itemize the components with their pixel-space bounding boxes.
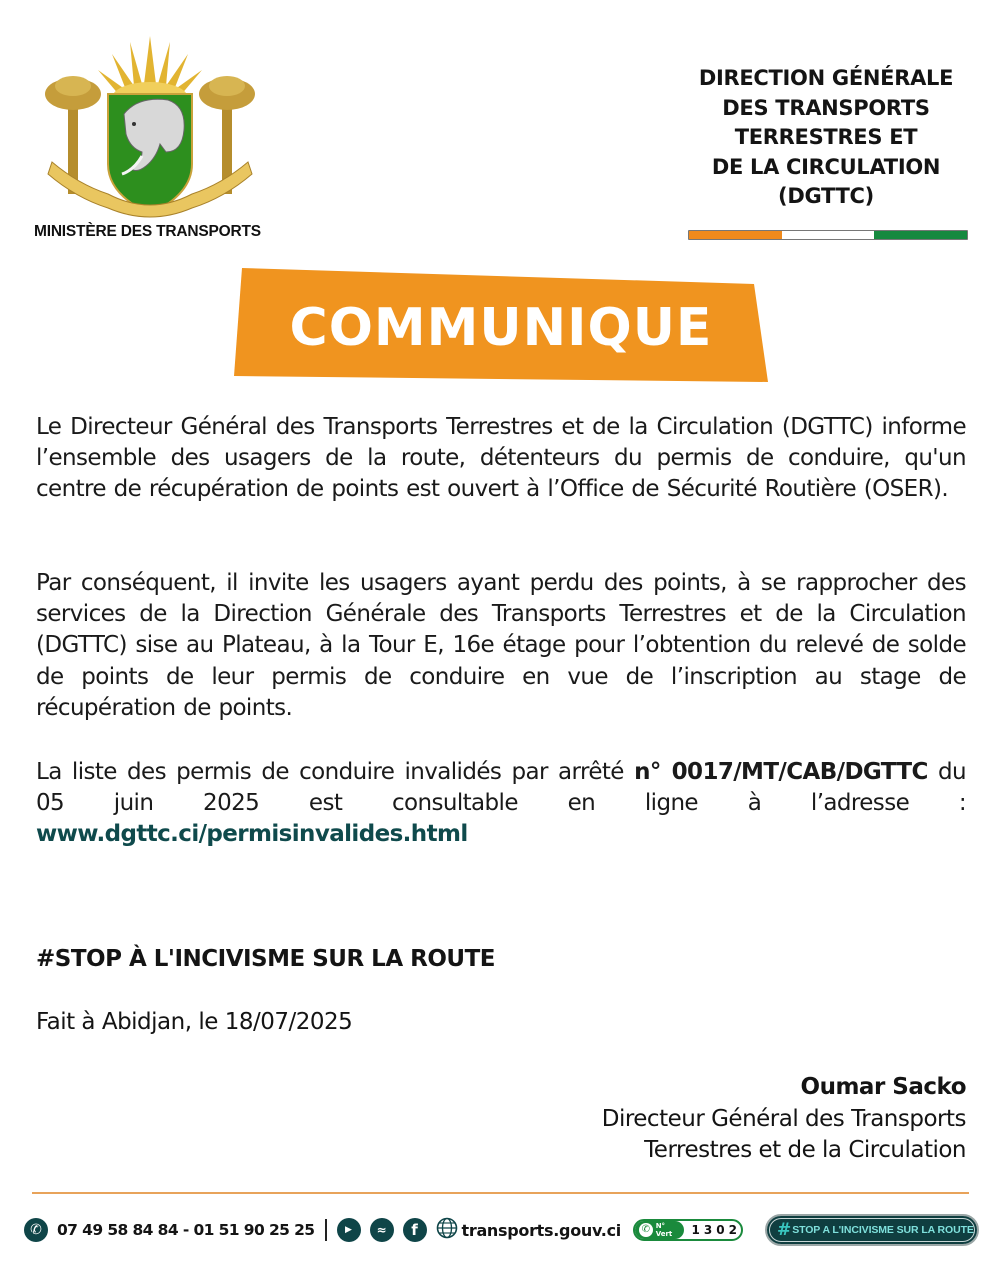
phone-icon: ✆ xyxy=(639,1223,653,1237)
footer-separator xyxy=(325,1219,327,1241)
footer-divider xyxy=(32,1192,969,1194)
hashtag-icon: # xyxy=(776,1220,792,1240)
green-number-label-box xyxy=(635,1221,684,1239)
paragraph-invitation: Par conséquent, il invite les usagers ayant perdu des points, à se rapprocher des services de la Direction Générale des Transports Terrestres et de la Circulation (DGTTC) sise au Plateau, à la Tour E, 16e étage pour l’obtention du relevé de solde de points de leur permis de conduire en vue de l’inscription au stage de récupération de points. xyxy=(36,570,966,721)
green-number-badge xyxy=(633,1219,743,1241)
globe-icon xyxy=(436,1217,458,1243)
flag-orange-stripe xyxy=(689,231,782,239)
green-number-label: N° Vert xyxy=(655,1222,673,1238)
youtube-icon[interactable]: ▶ xyxy=(337,1218,361,1242)
place-and-date: Fait à Abidjan, le 18/07/2025 xyxy=(36,1009,353,1035)
stop-incivism-badge xyxy=(765,1214,979,1246)
banner-title: COMMUNIQUE xyxy=(289,298,713,358)
paragraph-invalid-list xyxy=(36,757,966,851)
flag-white-stripe xyxy=(782,231,875,239)
paragraph-text: La liste des permis de conduire invalidés par arrêté xyxy=(36,759,635,785)
flag-green-stripe xyxy=(874,231,967,239)
green-number: 1302 xyxy=(691,1223,741,1237)
paragraph-text: du 05 juin 2025 est consultable en ligne à l’adresse : xyxy=(36,759,966,817)
coat-of-arms-emblem xyxy=(32,34,268,244)
decree-reference: n° 0017/MT/CAB/DGTTC xyxy=(634,759,928,785)
facebook-icon[interactable]: f xyxy=(403,1218,427,1242)
direction-title-line: TERRESTRES ET xyxy=(734,125,918,149)
signatory-title-line: Directeur Général des Transports xyxy=(601,1105,966,1132)
national-flag-bar xyxy=(688,230,968,240)
direction-title xyxy=(676,64,976,212)
communique-banner xyxy=(232,266,770,384)
phone-icon: ✆ xyxy=(24,1218,48,1242)
direction-title-line: DIRECTION GÉNÉRALE xyxy=(698,66,954,90)
stop-badge-text: STOP A L'INCIVISME SUR LA ROUTE xyxy=(792,1224,974,1236)
paragraph-announcement: Le Directeur Général des Transports Terrestres et de la Circulation (DGTTC) informe l’ensemble des usagers de la route, détenteurs du permis de conduire, qu'un centre de récupération de points est ouvert à l’Office de Sécurité Routière (OSER). xyxy=(36,414,966,503)
signatory-name: Oumar Sacko xyxy=(800,1074,966,1100)
website-link[interactable]: transports.gouv.ci xyxy=(461,1220,621,1240)
campaign-hashtag: #STOP À L'INCIVISME SUR LA ROUTE xyxy=(36,946,495,972)
signatory-title-line: Terrestres et de la Circulation xyxy=(644,1137,966,1163)
direction-title-line: (DGTTC) xyxy=(778,184,874,208)
messenger-icon[interactable]: ≈ xyxy=(370,1218,394,1242)
emblem-icon xyxy=(38,34,262,224)
phone-numbers: 07 49 58 84 84 - 01 51 90 25 25 xyxy=(57,1221,315,1239)
contact-footer xyxy=(24,1213,979,1247)
ministry-label: MINISTÈRE DES TRANSPORTS xyxy=(34,223,261,240)
signature-block xyxy=(602,1072,966,1167)
direction-title-line: DE LA CIRCULATION xyxy=(711,154,941,179)
invalid-permits-link[interactable]: www.dgttc.ci/permisinvalides.html xyxy=(36,821,468,848)
direction-title-line: DES TRANSPORTS xyxy=(722,95,930,120)
